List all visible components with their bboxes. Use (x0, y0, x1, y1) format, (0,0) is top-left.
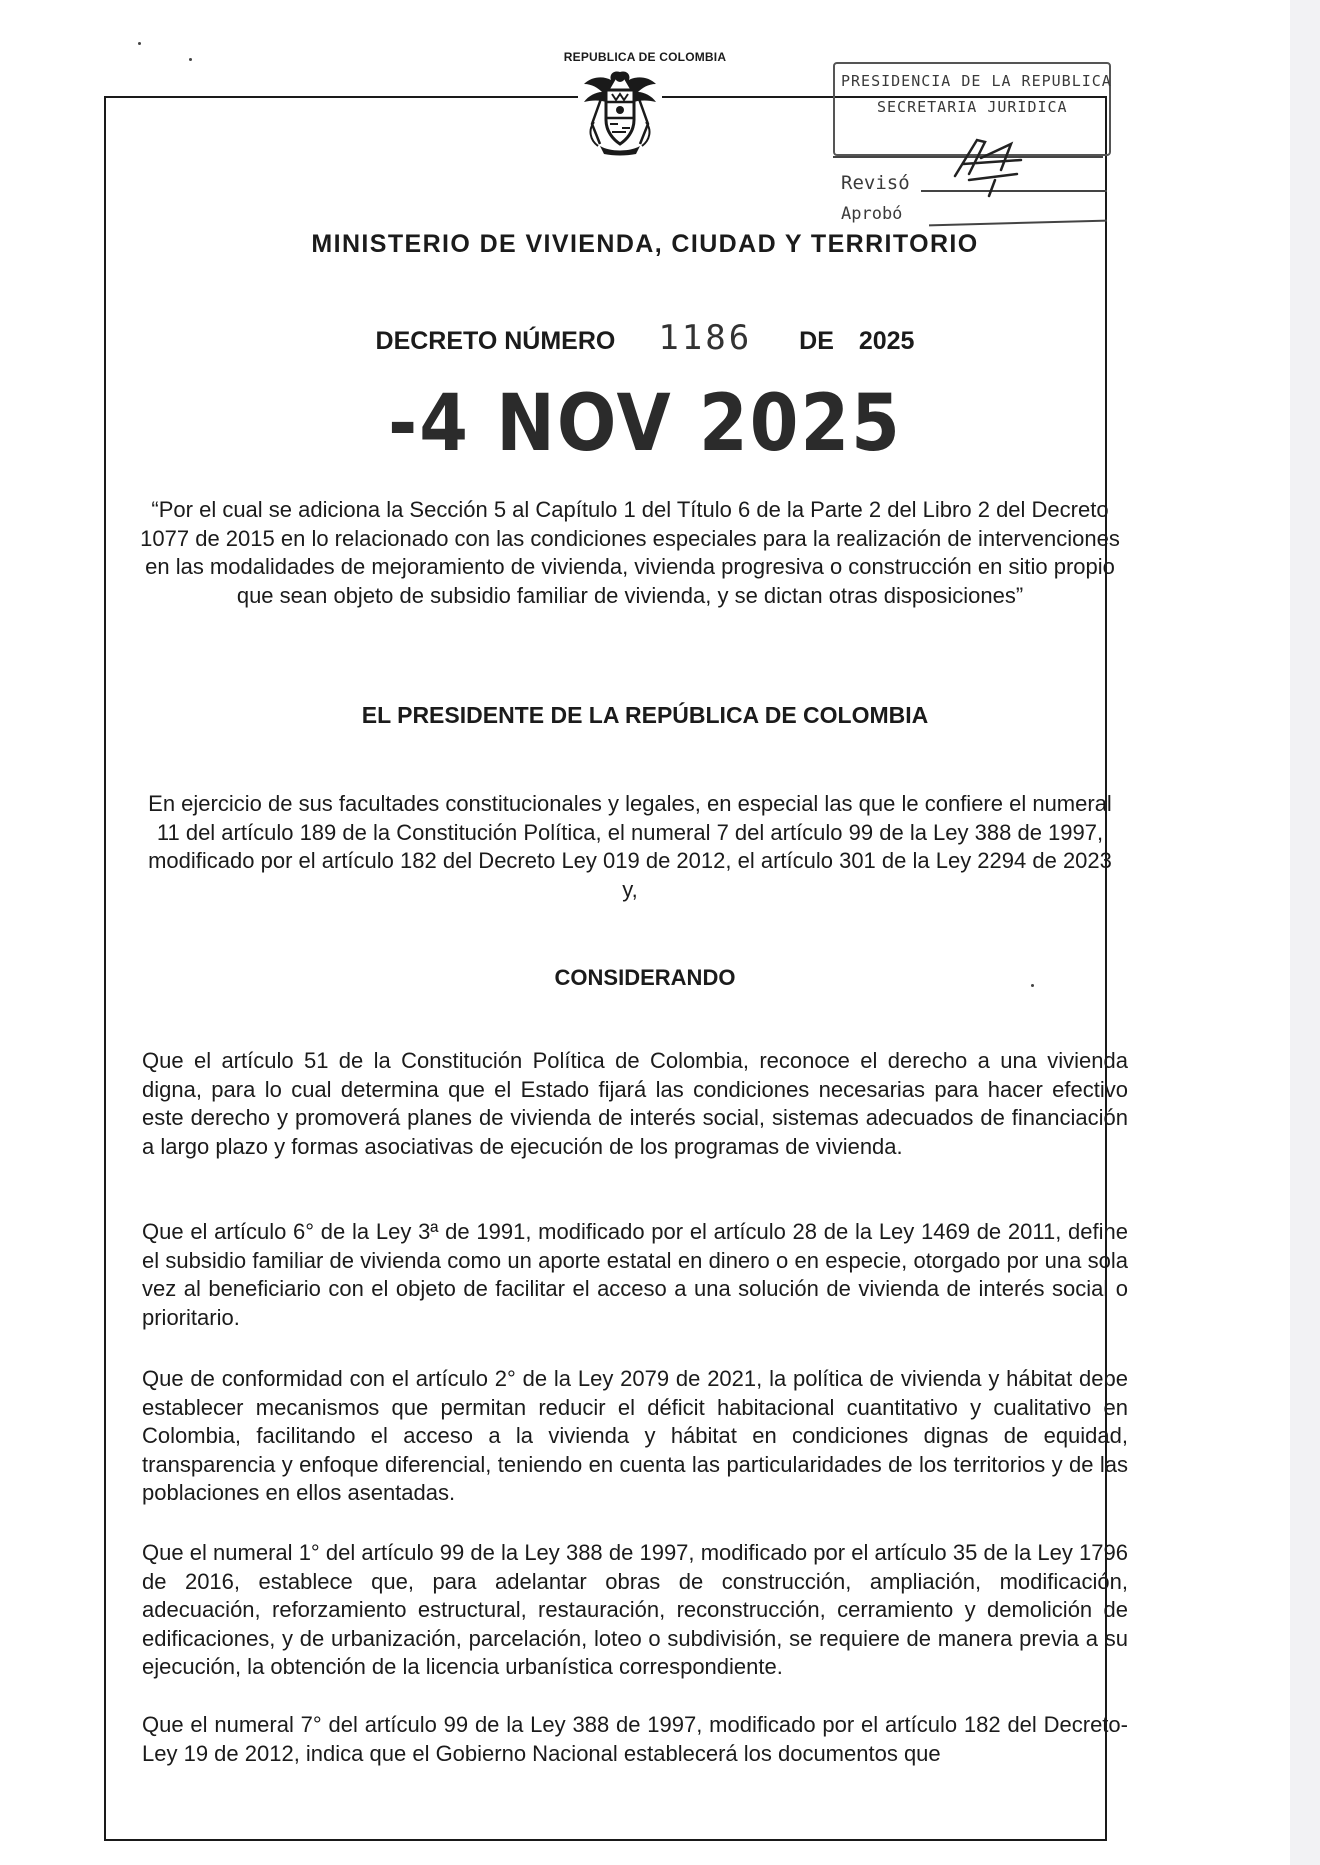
country-name: REPUBLICA DE COLOMBIA (563, 50, 727, 64)
stamp-approved-label: Aprobó (841, 204, 903, 224)
decree-title: “Por el cual se adiciona la Sección 5 al Capítulo 1 del Título 6 de la Parte 2 del Libro 2 del Decreto 1077 de 2015 en lo relacionado con las condiciones especiales para la realización de intervenciones en las modalidades de mejoramiento de vivienda, vivienda progresiva o construcción en sitio propio que sean objeto de subsidio familiar de vivienda, y se dictan otras disposiciones” (140, 497, 1120, 608)
signature-icon (925, 130, 1035, 204)
considering-heading: CONSIDERANDO (554, 965, 736, 990)
considering-paragraph: Que el numeral 7° del artículo 99 de la Ley 388 de 1997, modificado por el artículo 182 del Decreto-Ley 19 de 2012, indica que el Gobierno Nacional establecerá los documentos que (142, 1712, 1128, 1766)
considering-paragraph: Que de conformidad con el artículo 2° de la Ley 2079 de 2021, la política de vivienda y hábitat debe establecer mecanismos que permitan reducir el déficit habitacional cuantitativo y cualitativo en Colombia, facilitando el acceso a la vivienda y hábitat en condiciones dignas de equidad, transparencia y enfoque diferencial, teniendo en cuenta las particularidades de los territorios y de las poblaciones en ellos asentadas. (142, 1366, 1128, 1505)
review-stamp (833, 62, 1111, 224)
issuer-heading: EL PRESIDENTE DE LA REPÚBLICA DE COLOMBIA (361, 702, 929, 728)
decree-year-label: DE (799, 327, 834, 355)
considering-paragraph: Que el artículo 51 de la Constitución Política de Colombia, reconoce el derecho a una vivienda digna, para lo cual determina que el Estado fijará las condiciones necesarias para hacer efectivo este derecho y promoverá planes de vivienda de interés social, sistemas adecuados de financiación a largo plazo y formas asociativas de ejecución de los programas de vivienda. (142, 1048, 1128, 1159)
decree-year: 2025 (858, 327, 915, 355)
ministry-name: MINISTERIO DE VIVIENDA, CIUDAD Y TERRITORIO (311, 230, 979, 258)
scan-speck (138, 42, 141, 45)
decree-date-stamp: -4 NOV 2025 (388, 377, 902, 469)
considering-paragraph: Que el numeral 1° del artículo 99 de la Ley 388 de 1997, modificado por el artículo 35 de la Ley 1796 de 2016, establece que, para adelantar obras de construcción, ampliación, modificación, adecuación, reforzamiento estructural, restauración, reconstrucción, cerramiento y demolición de edificaciones, y de urbanización, parcelación, loteo o subdivisión, se requiere de manera previa a su ejecución, la obtención de la licencia urbanística correspondiente. (142, 1540, 1128, 1679)
coat-of-arms-icon (578, 66, 662, 156)
decree-label: DECRETO NÚMERO (375, 327, 616, 355)
stamp-reviewed-label: Revisó (841, 172, 910, 194)
decree-number: 1186 (658, 318, 753, 358)
considering-paragraph: Que el artículo 6° de la Ley 3ª de 1991, modificado por el artículo 28 de la Ley 1469 de 2011, define el subsidio familiar de vivienda como un aporte estatal en dinero o en especie, otorgado por una sola vez al beneficiario con el objeto de facilitar el acceso a una solución de vivienda de interés social o prioritario. (142, 1219, 1128, 1330)
stamp-line-1: PRESIDENCIA DE LA REPUBLICA (841, 72, 1112, 90)
stamp-line-2: SECRETARIA JURIDICA (877, 98, 1068, 116)
legal-faculties: En ejercicio de sus facultades constitucionales y legales, en especial las que le confiere el numeral 11 del artículo 189 de la Constitución Política, el numeral 7 del artículo 99 de la Ley 388 de 1997, modificado por el artículo 182 del Decreto Ley 019 de 2012, el artículo 301 de la Ley 2294 de 2023 y, (148, 791, 1112, 902)
decree-number-line (0, 318, 1290, 358)
